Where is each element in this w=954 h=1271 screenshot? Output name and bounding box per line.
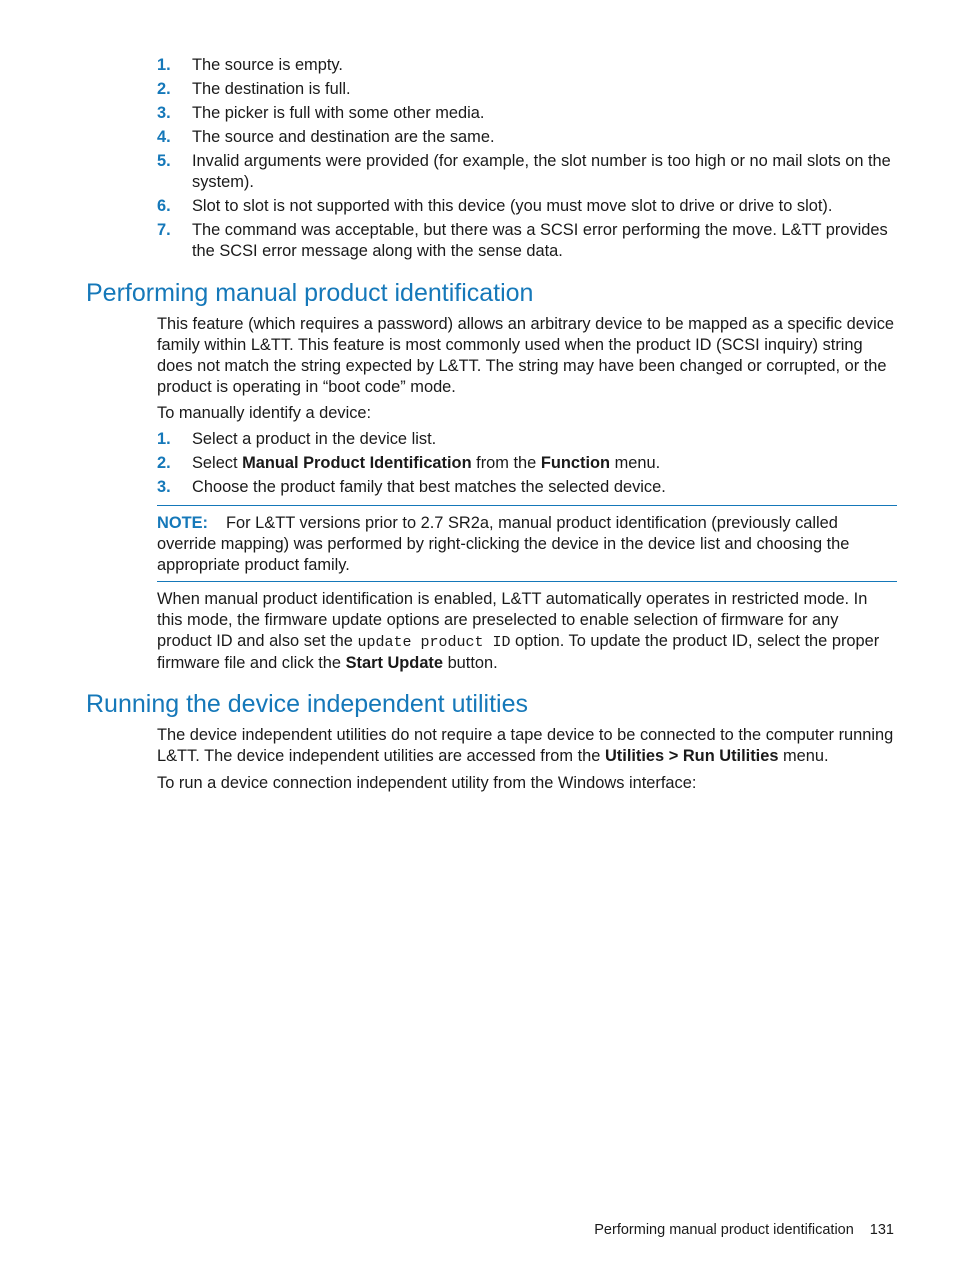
footer-section-title: Performing manual product identification (594, 1222, 854, 1238)
list-item (157, 453, 897, 474)
list-item (157, 220, 897, 262)
error-conditions-list (157, 55, 897, 265)
list-text: The source and destination are the same. (192, 128, 495, 146)
list-text: Select a product in the device list. (192, 430, 437, 448)
list-number: 3. (157, 104, 171, 122)
list-number: 1. (157, 56, 171, 74)
list-number: 4. (157, 128, 171, 146)
note-text: For L&TT versions prior to 2.7 SR2a, manual product identification (previously called override mapping) was performed by right-clicking the device in the device list and choosing the appropriate product family. (157, 514, 850, 574)
list-item (157, 196, 897, 217)
list-text: Select Manual Product Identification from the Function menu. (192, 454, 661, 472)
list-text: Slot to slot is not supported with this device (you must move slot to drive or drive to slot). (192, 197, 833, 215)
list-number: 7. (157, 221, 171, 239)
note-label: NOTE: (157, 514, 208, 532)
list-text: Invalid arguments were provided (for example, the slot number is too high or no mail slots on the system). (192, 152, 891, 191)
list-item (157, 55, 897, 76)
list-text: The destination is full. (192, 80, 351, 98)
list-item (157, 477, 897, 498)
list-text: The source is empty. (192, 56, 343, 74)
list-number: 3. (157, 478, 171, 496)
menu-path-reference: Utilities > Run Utilities (604, 747, 779, 765)
list-number: 2. (157, 80, 171, 98)
list-number: 5. (157, 152, 171, 170)
steps-intro: To manually identify a device: (157, 404, 372, 422)
utilities-intro: To run a device connection independent utility from the Windows interface: (157, 774, 697, 792)
section1-intro: This feature (which requires a password) allows an arbitrary device to be mapped as a specific device family within L&TT. This feature is most commonly used when the product ID (SCSI inquiry) string does not match the string expected by L&TT. The string may have been changed or corrupted, or the product is operating in “boot code” mode. (157, 315, 895, 396)
identification-steps-list (157, 429, 897, 501)
list-item (157, 151, 897, 193)
restricted-mode-paragraph: When manual product identification is enabled, L&TT automatically operates in restricted mode. In this mode, the firmware update options are preselected to enable selection of firmware for any product ID and also set the update product ID option. To update the product ID, select the proper firmware file and click the Start Update button. (157, 590, 880, 672)
list-item (157, 429, 897, 450)
list-number: 6. (157, 197, 171, 215)
section-heading-independent-utilities: Running the device independent utilities (86, 690, 528, 718)
list-number: 1. (157, 430, 171, 448)
list-item (157, 103, 897, 124)
button-reference: Start Update (345, 654, 444, 672)
list-text: The command was acceptable, but there was a SCSI error performing the move. L&TT provides the SCSI error message along with the sense data. (192, 221, 888, 260)
note-box (157, 505, 897, 582)
utilities-paragraph: The device independent utilities do not require a tape device to be connected to the computer running L&TT. The device independent utilities are accessed from the Utilities > Run Utilities menu. (157, 726, 894, 765)
menu-item-reference: Manual Product Identification (242, 454, 472, 472)
list-number: 2. (157, 454, 171, 472)
menu-reference: Function (540, 454, 611, 472)
list-item (157, 79, 897, 100)
list-text: The picker is full with some other media. (192, 104, 485, 122)
list-text: Choose the product family that best matches the selected device. (192, 478, 666, 496)
page-number: 131 (869, 1222, 894, 1238)
page-footer (594, 1222, 894, 1238)
list-item (157, 127, 897, 148)
section-heading-manual-identification: Performing manual product identification (86, 279, 534, 307)
code-option: update product ID (357, 634, 511, 651)
